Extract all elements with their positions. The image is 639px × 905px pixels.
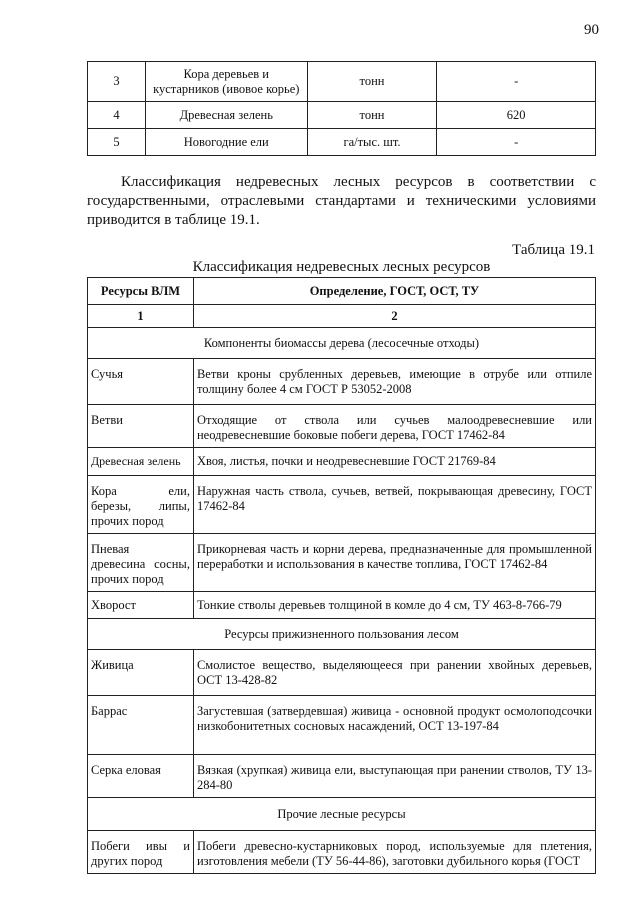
value: - xyxy=(437,129,596,156)
section-row xyxy=(88,328,596,359)
table-row xyxy=(88,62,596,102)
resource-cell: Ветви xyxy=(88,405,194,448)
intro-paragraph: Классификация недревесных лесных ресурсов в соответствии с государственными, отраслевыми стандартами и техническими условиями приводится в таблице 19.1. xyxy=(87,174,596,228)
table-row xyxy=(88,448,596,476)
resource-cell: Живица xyxy=(88,650,194,696)
row-number: 4 xyxy=(88,102,146,129)
resource-cell: Кора ели, березы, липы, прочих пород xyxy=(88,476,194,534)
resource-name: Древесная зелень xyxy=(145,102,307,129)
resource-cell: Сучья xyxy=(88,359,194,405)
definition-cell: Побеги древесно-кустарниковых пород, используемые для плетения, изготовления мебели (ТУ 56-44-86), заготовки дубильного корья (ГОСТ xyxy=(193,831,595,874)
definition-cell: Ветви кроны срубленных деревьев, имеющие в отрубе или отпиле толщину более 4 см ГОСТ Р 53052-2008 xyxy=(193,359,595,405)
table-row xyxy=(88,534,596,592)
table-title: Классификация недревесных лесных ресурсов xyxy=(192,259,491,275)
definition-cell: Отходящие от ствола или сучьев малоодревесневшие или неодревесневшие боковые побеги дерева, ГОСТ 17462-84 xyxy=(193,405,595,448)
definition-cell: Загустевшая (затвердевшая) живица - основной продукт осмолоподсочки низкобонитетных сосновых насаждений, ОСТ 13-197-84 xyxy=(193,696,595,755)
resource-name: Новогодние ели xyxy=(145,129,307,156)
unit: га/тыс. шт. xyxy=(307,129,437,156)
column-number: 1 xyxy=(88,305,194,328)
definition-cell: Тонкие стволы деревьев толщиной в комле до 4 см, ТУ 463-8-766-79 xyxy=(193,592,595,619)
resource-cell: Пневая древесина сосны, прочих пород xyxy=(88,534,194,592)
unit: тонн xyxy=(307,102,437,129)
value: - xyxy=(437,62,596,102)
column-header-definition: Определение, ГОСТ, ОСТ, ТУ xyxy=(193,278,595,305)
value: 620 xyxy=(437,102,596,129)
resource-cell: Побеги ивы и других пород xyxy=(88,831,194,874)
resource-cell: Баррас xyxy=(88,696,194,755)
definition-cell: Прикорневая часть и корни дерева, предназначенные для промышленной переработки и использования в качестве топлива, ГОСТ 17462-84 xyxy=(193,534,595,592)
table-row xyxy=(88,129,596,156)
table-label: Таблица 19.1 xyxy=(512,242,595,258)
section-row xyxy=(88,619,596,650)
table-row xyxy=(88,696,596,755)
section-title: Прочие лесные ресурсы xyxy=(88,798,596,831)
table-row xyxy=(88,405,596,448)
table-row xyxy=(88,755,596,798)
classification-table xyxy=(87,277,596,874)
section-row xyxy=(88,798,596,831)
definition-cell: Хвоя, листья, почки и неодревесневшие ГОСТ 21769-84 xyxy=(193,448,595,476)
resource-cell: Серка еловая xyxy=(88,755,194,798)
page-number: 90 xyxy=(584,22,599,38)
resource-name: Кора деревьев и кустарников (ивовое корье) xyxy=(145,62,307,102)
unit: тонн xyxy=(307,62,437,102)
resources-volume-table xyxy=(87,61,596,156)
table-row xyxy=(88,102,596,129)
column-number-row xyxy=(88,305,596,328)
table-row xyxy=(88,650,596,696)
resource-cell: Древесная зелень xyxy=(88,448,194,476)
column-number: 2 xyxy=(193,305,595,328)
table-header-row xyxy=(88,278,596,305)
table-row xyxy=(88,476,596,534)
definition-cell: Смолистое вещество, выделяющееся при ранении хвойных деревьев, ОСТ 13-428-82 xyxy=(193,650,595,696)
table-row xyxy=(88,359,596,405)
definition-cell: Вязкая (хрупкая) живица ели, выступающая при ранении стволов, ТУ 13-284-80 xyxy=(193,755,595,798)
table-row xyxy=(88,592,596,619)
table-row xyxy=(88,831,596,874)
underline-mark xyxy=(484,155,544,156)
row-number: 3 xyxy=(88,62,146,102)
resource-cell: Хворост xyxy=(88,592,194,619)
column-header-resources: Ресурсы ВЛМ xyxy=(88,278,194,305)
section-title: Ресурсы прижизненного пользования лесом xyxy=(88,619,596,650)
definition-cell: Наружная часть ствола, сучьев, ветвей, покрывающая древесину, ГОСТ 17462-84 xyxy=(193,476,595,534)
row-number: 5 xyxy=(88,129,146,156)
section-title: Компоненты биомассы дерева (лесосечные отходы) xyxy=(88,328,596,359)
